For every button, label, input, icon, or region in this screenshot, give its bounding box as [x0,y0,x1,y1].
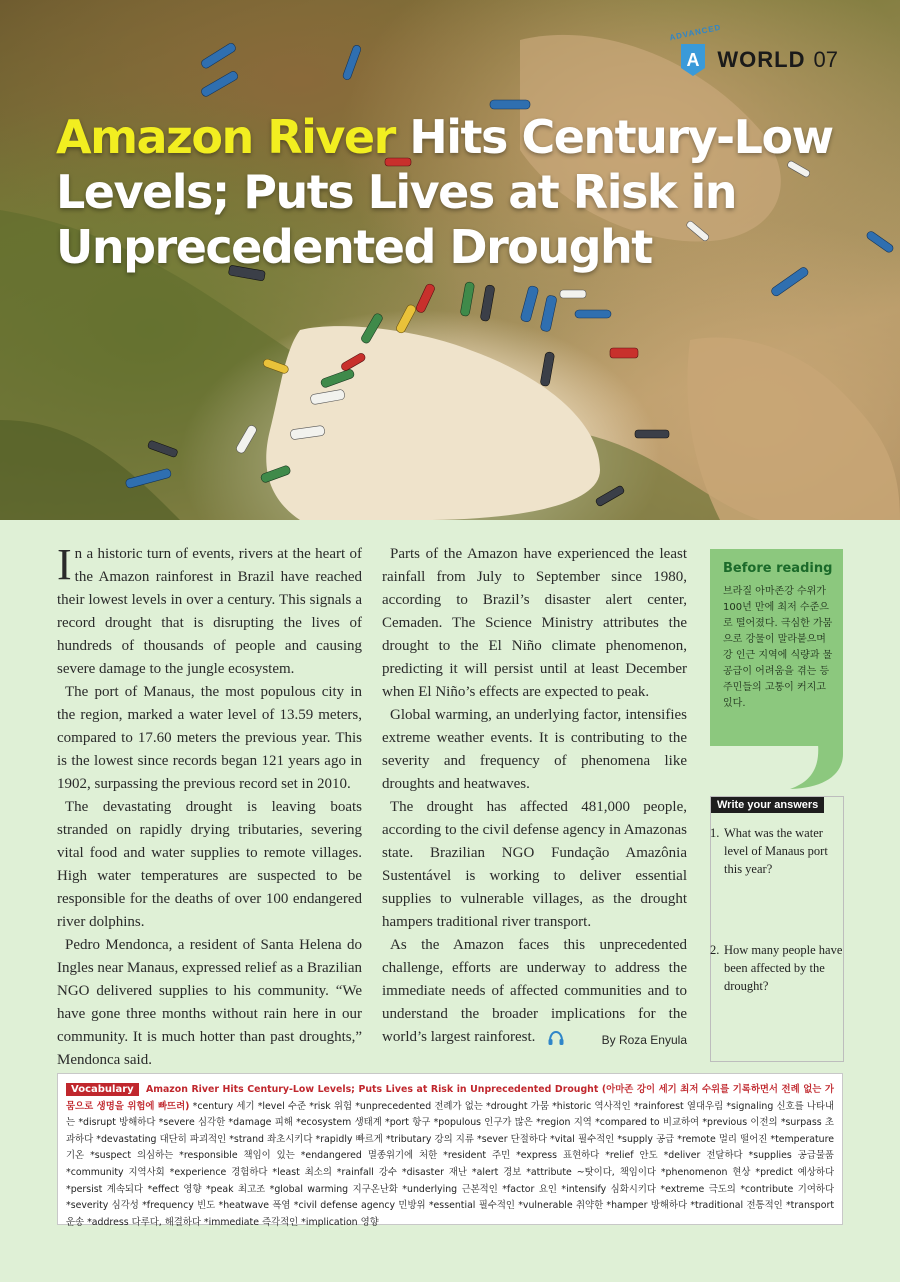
section-name: WORLD [717,47,806,72]
article-paragraph [57,540,362,681]
headline-rest: Hits Century-Low Levels; Puts Lives at Risk in Unprecedented Drought [56,110,833,274]
headline-highlight: Amazon River [56,110,395,164]
article-column-2 [382,543,687,1052]
write-answers-label: Write your answers [711,797,824,813]
article-paragraph [382,934,687,1049]
question-text: What was the water level of Manaus port this year? [724,826,828,876]
article-paragraph: The devastating drought is leaving boats stranded on rapidly drying tributaries, severing vital food and water supplies to remote villages. High water temperatures are suspected to be responsible for the deaths of over 100 endangered river dolphins. [57,799,362,930]
article-paragraph: The port of Manaus, the most populous city in the region, marked a water level of 13.59 meters, compared to 17.60 meters the previous year. This is the lowest since records began 121 years ago in 1902, surpassing the previous record set in 2010. [57,684,362,792]
hero-photo [0,0,900,520]
series-label: ADVANCED [669,22,723,43]
headphone-audio-icon[interactable] [539,1030,557,1046]
headline [56,110,856,275]
paragraph-8-text: As the Amazon faces this unprecedented challenge, efforts are underway to address the immediate needs of affected communities and to understand the broader implications for the world’s largest rainforest. [382,937,687,1045]
advanced-badge-icon [669,22,723,78]
paragraph-1-text: n a historic turn of events, rivers at the heart of the Amazon rainforest in Brazil have reached their lowest levels in over a century. This signals a record drought that is disrupting the lives of hundreds of thousands of people and causing severe damage to the jungle ecosystem. [57,546,362,677]
speech-bubble-tail-icon [790,744,844,790]
vocabulary-label: Vocabulary [66,1083,139,1096]
badge-letter: A [686,50,700,70]
article-paragraph: The drought has affected 481,000 people, according to the civil defense agency in Amazonas state. Brazilian NGO Fundação Amazônia Sustentável is working to deliver essential supplies to vulnerable villages, as the drought hampers traditional river transport. [382,799,687,930]
page-number: 07 [813,47,838,72]
vocabulary-title: Amazon River Hits Century-Low Levels; Puts Lives at Risk in Unprecedented Drought (아마존 강이 세기 최저 수위를 기록하면서 전례 없는 가뭄으로 생명을 위험에 빠뜨려) [66,1084,834,1112]
article-paragraph: Pedro Mendonca, a resident of Santa Helena do Ingles near Manaus, expressed relief as a Brazilian NGO delivered supplies to his community. “We have gone three months without rain here in our community. It is much hotter than past droughts,” Mendonca said. [57,937,362,1068]
before-reading-box [710,549,843,746]
question-1 [710,824,843,878]
question-text: How many people have been affected by the drought? [724,943,843,993]
before-reading-title: Before reading [723,561,833,576]
vocabulary-list: *century 세기 *level 수준 *risk 위험 *unprecedented 전례가 없는 *drought 가뭄 *historic 역사적인 *rainforest 열대우림 *signaling 신호를 나타내는 *disrupt 방해하다 *severe 심각한 *damage 피해 *ecosystem 생태계 *port 항구 *populous 인구가 많은 *region 지역 *compared to 비교하여 *previous 이전의 *surpass 초과하다 *devastating 대단히 파괴적인 *strand 좌초시키다 *rapidly 빠르게 *tributary 강의 지류 *sever 단절하다 *vital 필수적인 *supply 공급 *remote 멀리 떨어진 *temperature 기온 *suspect 의심하는 *responsible 책임이 있는 *endangered 멸종위기에 처한 *resident 주민 *express 표현하다 *relief 안도 *deliver 전달하다 *supplies 공급물품 *community 지역사회 *experience 경험하다 *least 최소의 *rainfall 강수 *disaster 재난 *alert 경보 *attribute ~탓이다, 책임이다 *phenomenon 현상 *predict 예상하다 *persist 계속되다 *effect 영향 *peak 최고조 *global warming 지구온난화 *underlying 근본적인 *factor 요인 *intensify 심화시키다 *extreme 극도의 *contribute 기여하다 *severity 심각성 *frequency 빈도 *heatwave 폭염 *civil defense agency 민방위 *essential 필수적인 *vulnerable 취약한 *hamper 방해하다 *traditional 전통적인 *transport 운송 *address 다루다, 해결하다 *immediate 즉각적인 *implication 영향 [66,1100,835,1228]
question-2 [710,941,843,995]
article-paragraph: Global warming, an underlying factor, intensifies extreme weather events. It is contributing to the severity and frequency of phenomena like droughts and heatwaves. [382,707,687,792]
question-number: 1. [710,826,720,840]
before-reading-text: 브라질 아마존강 수위가 100년 만에 최저 수준으로 떨어졌다. 극심한 가뭄으로 강물이 말라붙으며 강 인근 지역에 식량과 물 공급이 어려움을 겪는 등 주민들의 고통이 커지고 있다. [723,586,833,709]
section-brand [669,22,838,78]
byline: By Roza Enyula [601,1033,687,1047]
question-number: 2. [710,943,720,957]
drop-cap: I [57,540,72,589]
article-column-1 [57,540,362,1072]
vocabulary-box [57,1073,843,1228]
article-paragraph: Parts of the Amazon have experienced the least rainfall from July to September since 1980, according to Brazil’s disaster alert center, Cemaden. The Science Ministry attributes the drought to the El Niño climate phenomenon, predicting it will persist until at least December when El Niño’s effects are expected to peak. [382,546,687,700]
